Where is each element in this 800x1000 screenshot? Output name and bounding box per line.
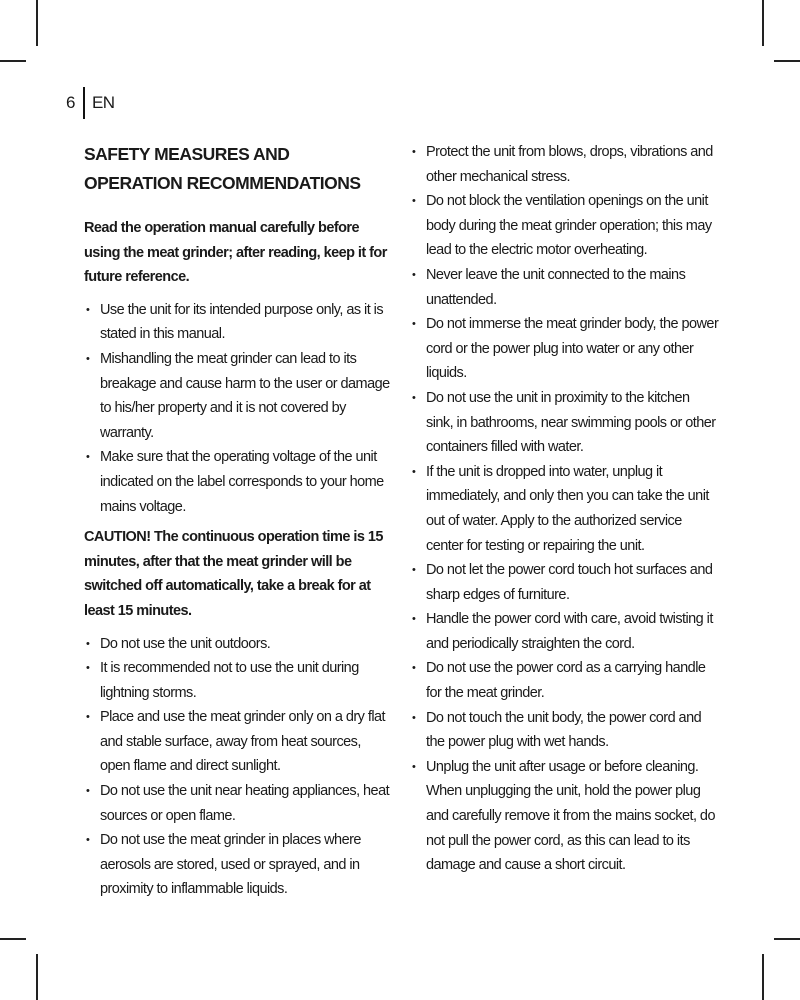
bullet-icon: • <box>412 195 416 208</box>
list-item-text: Do not immerse the meat grinder body, the power cord or the power plug into water or any other liquids. <box>426 316 719 382</box>
page-number: 6 <box>66 93 75 112</box>
bullet-icon: • <box>86 637 90 650</box>
bullet-icon: • <box>86 352 90 365</box>
list-item-text: Make sure that the operating voltage of the unit indicated on the label corresponds to your home mains voltage. <box>100 449 384 515</box>
bullet-icon: • <box>412 662 416 675</box>
right-column <box>410 140 720 884</box>
bullet-icon: • <box>412 711 416 724</box>
left-column <box>84 140 390 908</box>
safety-list-1 <box>84 298 390 519</box>
list-item-text: Never leave the unit connected to the mains unattended. <box>426 266 686 308</box>
page-header <box>66 90 115 116</box>
list-item <box>410 140 720 189</box>
bullet-icon: • <box>412 391 416 404</box>
crop-mark-bottom-right-horizontal <box>774 938 800 940</box>
bullet-icon: • <box>86 451 90 464</box>
list-item <box>410 460 720 558</box>
list-item <box>410 386 720 460</box>
list-item <box>84 779 390 828</box>
list-item-text: Use the unit for its intended purpose only, as it is stated in this manual. <box>100 301 384 343</box>
intro-paragraph: Read the operation manual carefully before using the meat grinder; after reading, keep it for future reference. <box>84 220 387 286</box>
crop-mark-bottom-left-horizontal <box>0 938 26 940</box>
language-label: EN <box>91 93 115 112</box>
safety-list-3 <box>410 140 720 878</box>
bullet-icon: • <box>86 303 90 316</box>
list-item <box>410 189 720 263</box>
header-divider <box>83 87 85 119</box>
section-title: SAFETY MEASURES AND OPERATION RECOMMENDATIONS <box>84 144 361 193</box>
crop-mark-top-left-vertical <box>36 0 38 46</box>
list-item-text: Unplug the unit after usage or before cleaning. When unplugging the unit, hold the power plug and carefully remove it from the mains socket, do not pull the power cord, as this can lead to its damage and cause a short circuit. <box>426 758 715 874</box>
list-item-text: Do not block the ventilation openings on the unit body during the meat grinder operation; this may lead to the electric motor overheating. <box>426 193 712 259</box>
list-item <box>84 828 390 902</box>
list-item <box>84 656 390 705</box>
bullet-icon: • <box>412 318 416 331</box>
bullet-icon: • <box>412 146 416 158</box>
list-item <box>84 298 390 347</box>
list-item-text: If the unit is dropped into water, unplug it immediately, and only then you can take the unit out of water. Apply to the authorized service center for testing or repairing the unit. <box>426 463 709 554</box>
list-item-text: Protect the unit from blows, drops, vibrations and other mechanical stress. <box>426 144 713 185</box>
list-item <box>410 656 720 705</box>
list-item-text: Do not use the power cord as a carrying handle for the meat grinder. <box>426 660 706 702</box>
list-item <box>84 632 390 657</box>
list-item <box>410 755 720 878</box>
list-item-text: Do not touch the unit body, the power cord and the power plug with wet hands. <box>426 709 702 751</box>
list-item-text: Mishandling the meat grinder can lead to its breakage and cause harm to the user or damage to his/her property and it is not covered by warranty. <box>100 350 390 441</box>
list-item-text: Place and use the meat grinder only on a dry flat and stable surface, away from heat sources, open flame and direct sunlight. <box>100 709 385 775</box>
list-item <box>410 607 720 656</box>
bullet-icon: • <box>412 465 416 478</box>
list-item-text: Do not use the unit near heating appliances, heat sources or open flame. <box>100 783 390 824</box>
list-item <box>410 558 720 607</box>
list-item-text: Do not let the power cord touch hot surfaces and sharp edges of furniture. <box>426 562 713 603</box>
crop-mark-top-right-vertical <box>762 0 764 46</box>
list-item <box>84 445 390 519</box>
bullet-icon: • <box>412 564 416 577</box>
bullet-icon: • <box>86 711 90 724</box>
bullet-icon: • <box>412 613 416 626</box>
crop-mark-top-right-horizontal <box>774 60 800 62</box>
list-item <box>410 706 720 755</box>
list-item-text: It is recommended not to use the unit during lightning storms. <box>100 660 359 701</box>
crop-mark-bottom-right-vertical <box>762 954 764 1000</box>
crop-mark-bottom-left-vertical <box>36 954 38 1000</box>
bullet-icon: • <box>86 785 90 798</box>
list-item <box>84 705 390 779</box>
list-item <box>410 312 720 386</box>
bullet-icon: • <box>86 662 90 675</box>
list-item-text: Do not use the meat grinder in places where aerosols are stored, used or sprayed, and in proximity to inflammable liquids. <box>100 832 361 898</box>
bullet-icon: • <box>86 834 90 847</box>
list-item-text: Handle the power cord with care, avoid twisting it and periodically straighten the cord. <box>426 611 713 652</box>
crop-mark-top-left-horizontal <box>0 60 26 62</box>
bullet-icon: • <box>412 268 416 281</box>
list-item <box>410 263 720 312</box>
caution-paragraph: CAUTION! The continuous operation time is 15 minutes, after that the meat grinder will be switched off automatically, take a break for at least 15 minutes. <box>84 529 383 619</box>
safety-list-2 <box>84 632 390 903</box>
list-item-text: Do not use the unit outdoors. <box>100 635 271 652</box>
bullet-icon: • <box>412 760 416 773</box>
list-item <box>84 347 390 445</box>
list-item-text: Do not use the unit in proximity to the kitchen sink, in bathrooms, near swimming pools or other containers filled with water. <box>426 389 716 456</box>
